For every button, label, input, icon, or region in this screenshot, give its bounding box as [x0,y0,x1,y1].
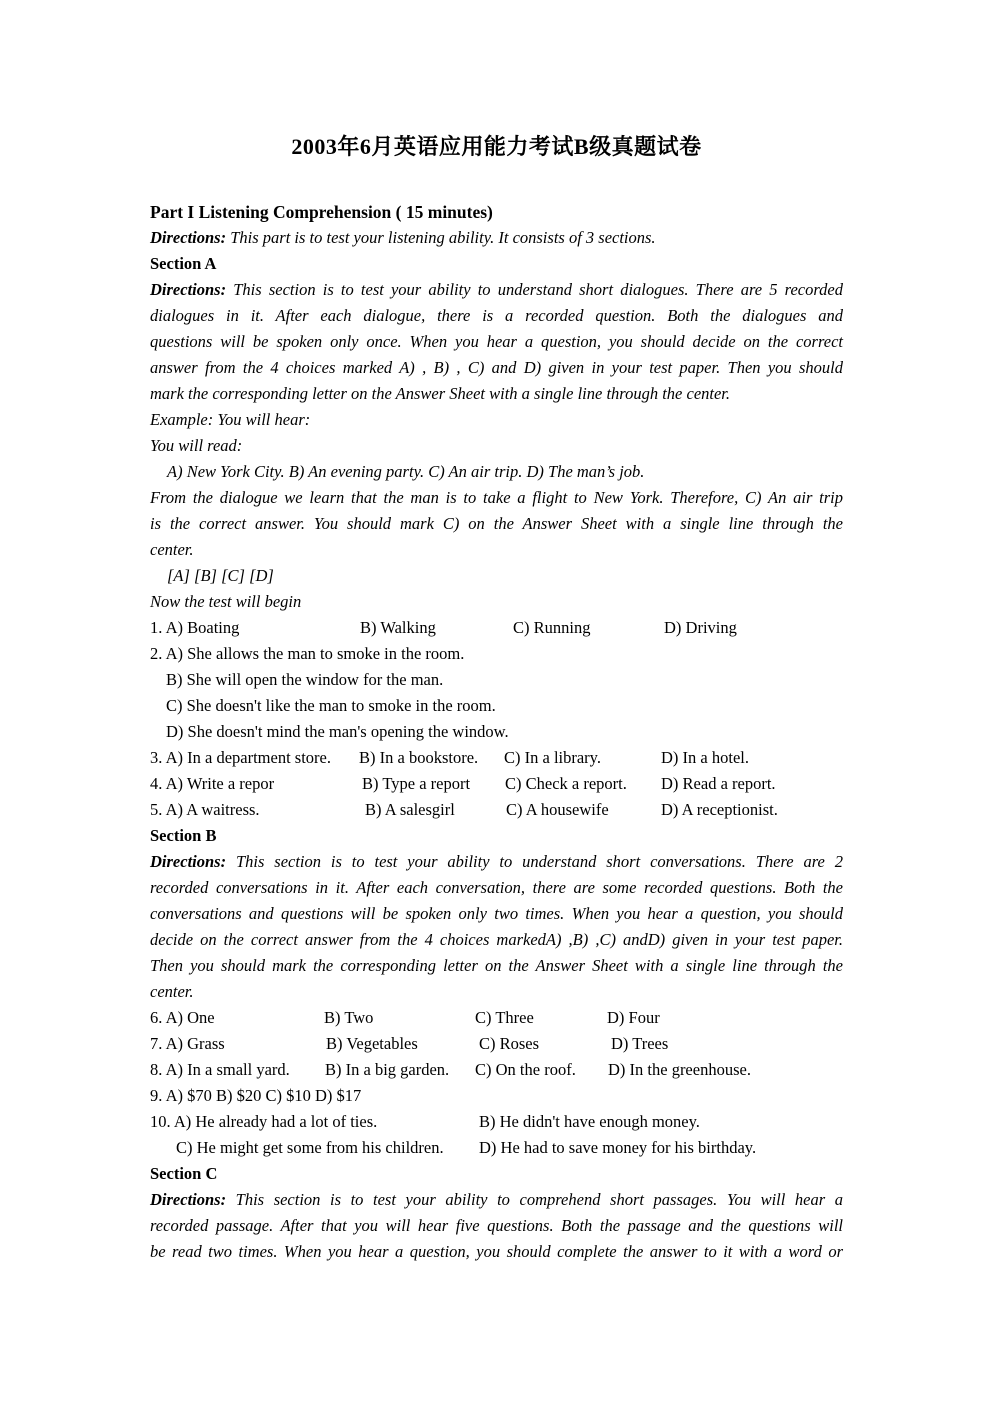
choice-d: D) In a hotel. [661,748,749,767]
section-a-directions-line: dialogues in it. After each dialogue, there is a recorded question. Both the dialogues and [150,306,843,325]
choice-b: B) In a bookstore. [359,748,479,767]
section-b-directions-line: Directions: This section is to test your ability to understand short conversations. There are 2 [150,852,843,871]
question-4 [150,771,843,797]
choice-a: 6. A) One [150,1008,215,1027]
choice-d: D) Trees [611,1034,669,1053]
choice-b: B) A salesgirl [365,800,455,819]
question-3 [150,745,843,771]
question-8 [150,1057,843,1083]
choice-b: B) Vegetables [326,1034,418,1053]
question-1 [150,615,843,641]
question-9: 9. A) $70 B) $20 C) $10 D) $17 [150,1086,362,1105]
choice-c: C) Three [475,1008,534,1027]
question-2-choice-b: B) She will open the window for the man. [166,670,444,689]
choice-d: D) Driving [664,618,737,637]
answer-letters: [A] [B] [C] [D] [167,566,274,585]
question-10-line-1 [150,1109,843,1135]
question-2-choice-d: D) She doesn't mind the man's opening the window. [166,722,509,741]
example-choices: A) New York City. B) An evening party. C) An air trip. D) The man’s job. [167,462,645,481]
section-a-directions-line: answer from the 4 choices marked A) , B) , C) and D) given in your test paper. Then you should [150,358,843,377]
section-a-directions-line: mark the corresponding letter on the Answer Sheet with a single line through the center. [150,384,731,403]
choice-b: B) Type a report [362,774,471,793]
directions-label: Directions: [150,280,227,299]
section-b-directions-line: center. [150,982,194,1001]
choice-d: D) Four [607,1008,660,1027]
part-directions [150,225,843,251]
question-2-choice-c: C) She doesn't like the man to smoke in the room. [166,696,496,715]
choice-c: C) On the roof. [475,1060,576,1079]
question-5 [150,797,843,823]
choice-d: D) Read a report. [661,774,776,793]
choice-c: C) He might get some from his children. [176,1138,444,1157]
choice-c: C) In a library. [504,748,601,767]
choice-a: 7. A) Grass [150,1034,225,1053]
section-c-directions-line: be read two times. When you hear a question, you should complete the answer to it with a word or [150,1242,843,1261]
section-a-directions-line: questions will be spoken only once. When you hear a question, you should decide on the correct [150,332,843,351]
example-explanation-line: center. [150,540,194,559]
section-a-heading: Section A [150,254,217,273]
example-read: You will read: [150,436,243,455]
choice-a: 5. A) A waitress. [150,800,260,819]
section-b-directions-line: conversations and questions will be spoken only two times. When you hear a question, you should [150,904,843,923]
section-c-directions-line: recorded passage. After that you will hear five questions. Both the passage and the questions will [150,1216,843,1235]
example-hear: Example: You will hear: [150,410,311,429]
section-b-directions-line: decide on the correct answer from the 4 choices markedA) ,B) ,C) andD) given in your test paper. [150,930,843,949]
example-explanation-line: From the dialogue we learn that the man is to take a flight to New York. Therefore, C) An air trip [150,488,843,507]
directions-label: Directions: [150,228,227,247]
question-6 [150,1005,843,1031]
choice-c: C) Running [513,618,591,637]
choice-b: B) Walking [360,618,436,637]
choice-c: C) Roses [479,1034,540,1053]
document-body [150,199,843,1265]
part-heading: Part I Listening Comprehension ( 15 minutes) [150,202,493,222]
directions-label: Directions: [150,852,227,871]
question-7 [150,1031,843,1057]
section-b-directions-line: recorded conversations in it. After each conversation, there are some recorded questions. Both the [150,878,843,897]
choice-c: C) A housewife [506,800,609,819]
directions-text: This part is to test your listening ability. It consists of 3 sections. [226,228,656,247]
choice-b: B) Two [324,1008,374,1027]
choice-d: D) A receptionist. [661,800,778,819]
choice-d: D) He had to save money for his birthday. [479,1138,757,1157]
question-10-line-2 [150,1135,843,1161]
choice-d: D) In the greenhouse. [608,1060,751,1079]
question-2-choice-a: 2. A) She allows the man to smoke in the room. [150,644,465,663]
choice-b: B) He didn't have enough money. [479,1112,700,1131]
choice-c: C) Check a report. [505,774,627,793]
section-c-heading: Section C [150,1164,218,1183]
example-explanation-line: is the correct answer. You should mark C) on the Answer Sheet with a single line through the [150,514,843,533]
test-begin-note: Now the test will begin [150,592,302,611]
section-b-heading: Section B [150,826,217,845]
section-c-directions-line: Directions: This section is to test your ability to comprehend short passages. You will hear a [150,1190,843,1209]
choice-b: B) In a big garden. [325,1060,450,1079]
choice-a: 8. A) In a small yard. [150,1060,290,1079]
choice-a: 10. A) He already had a lot of ties. [150,1112,378,1131]
directions-label: Directions: [150,1190,227,1209]
page-title: 2003年6月英语应用能力考试B级真题试卷 [291,134,702,159]
choice-a: 1. A) Boating [150,618,240,637]
section-b-directions-line: Then you should mark the corresponding letter on the Answer Sheet with a single line through the [150,956,843,975]
section-a-directions-line: Directions: This section is to test your ability to understand short dialogues. There are 5 recorded [150,280,843,299]
choice-a: 4. A) Write a repor [150,774,275,793]
choice-a: 3. A) In a department store. [150,748,331,767]
